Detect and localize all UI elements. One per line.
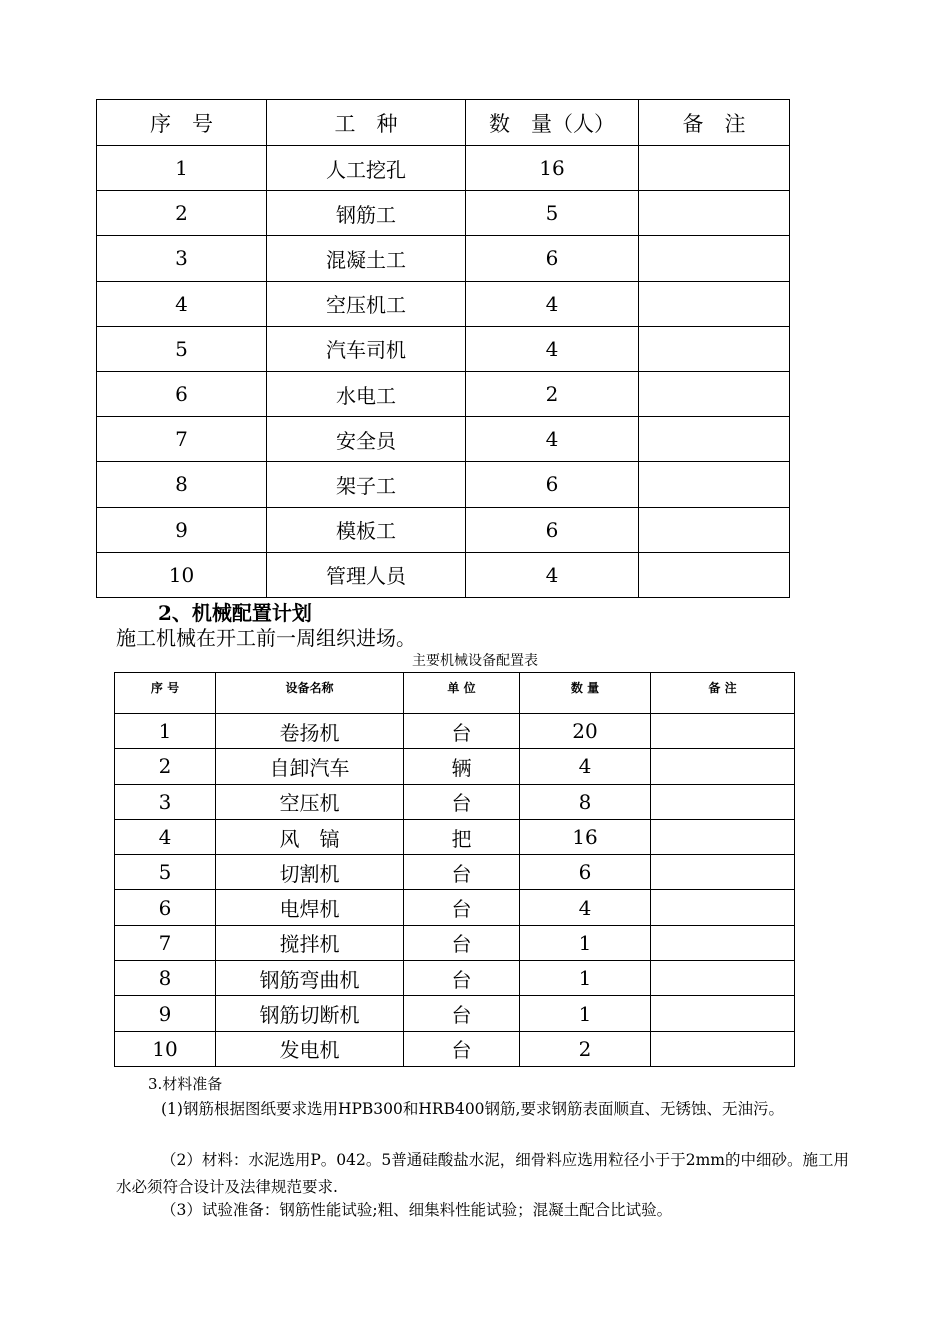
table-cell: 空压机工 bbox=[267, 281, 466, 326]
machine-table-header bbox=[115, 673, 795, 714]
table-cell: 模板工 bbox=[267, 507, 466, 552]
header-cell: 数 量（人） bbox=[466, 100, 639, 146]
table-cell bbox=[639, 191, 790, 236]
paragraph-testing: （3）试验准备：钢筋性能试验;粗、细集料性能试验；混凝土配合比试验。 bbox=[161, 1201, 673, 1219]
table-cell: 4 bbox=[466, 552, 639, 597]
table-cell: 6 bbox=[115, 890, 216, 925]
table-row bbox=[115, 925, 795, 960]
table-cell: 5 bbox=[97, 326, 267, 371]
table-cell: 1 bbox=[520, 996, 651, 1031]
table-cell: 7 bbox=[115, 925, 216, 960]
table-cell: 汽车司机 bbox=[267, 326, 466, 371]
table-cell bbox=[639, 371, 790, 416]
section-2-intro: 施工机械在开工前一周组织进场。 bbox=[116, 626, 416, 650]
table-cell: 10 bbox=[97, 552, 267, 597]
table-cell: 6 bbox=[466, 462, 639, 507]
table-cell bbox=[651, 819, 795, 854]
table-row bbox=[97, 371, 790, 416]
table-cell: 16 bbox=[466, 146, 639, 191]
table-row bbox=[115, 961, 795, 996]
table-cell: 钢筋弯曲机 bbox=[216, 961, 404, 996]
table-cell bbox=[651, 890, 795, 925]
table-cell: 10 bbox=[115, 1031, 216, 1066]
table-cell bbox=[651, 1031, 795, 1066]
table-cell: 9 bbox=[97, 507, 267, 552]
header-cell: 工 种 bbox=[267, 100, 466, 146]
machine-table-caption: 主要机械设备配置表 bbox=[412, 653, 538, 669]
table-row bbox=[97, 281, 790, 326]
table-cell bbox=[651, 961, 795, 996]
table-cell: 20 bbox=[520, 714, 651, 749]
table-cell: 4 bbox=[520, 749, 651, 784]
table-cell bbox=[651, 855, 795, 890]
table-cell: 9 bbox=[115, 996, 216, 1031]
table-cell: 4 bbox=[115, 819, 216, 854]
table-cell: 5 bbox=[466, 191, 639, 236]
table-cell: 2 bbox=[115, 749, 216, 784]
table-row bbox=[115, 819, 795, 854]
table-cell: 4 bbox=[520, 890, 651, 925]
table-row bbox=[97, 462, 790, 507]
table-cell: 台 bbox=[404, 961, 520, 996]
header-cell: 序 号 bbox=[97, 100, 267, 146]
table-cell: 卷扬机 bbox=[216, 714, 404, 749]
header-cell: 序 号 bbox=[115, 673, 216, 714]
table-cell: 自卸汽车 bbox=[216, 749, 404, 784]
table-cell: 风 镐 bbox=[216, 819, 404, 854]
table-cell: 空压机 bbox=[216, 784, 404, 819]
table-row bbox=[115, 749, 795, 784]
table-cell: 8 bbox=[520, 784, 651, 819]
machine-table bbox=[114, 672, 795, 1067]
table-cell: 6 bbox=[466, 236, 639, 281]
table-cell: 2 bbox=[97, 191, 267, 236]
header-cell: 单 位 bbox=[404, 673, 520, 714]
table-cell: 2 bbox=[520, 1031, 651, 1066]
table-cell: 钢筋工 bbox=[267, 191, 466, 236]
table-cell: 管理人员 bbox=[267, 552, 466, 597]
table-cell: 3 bbox=[115, 784, 216, 819]
table-cell: 4 bbox=[97, 281, 267, 326]
header-cell: 设备名称 bbox=[216, 673, 404, 714]
table-cell: 8 bbox=[97, 462, 267, 507]
header-cell: 备 注 bbox=[651, 673, 795, 714]
table-cell: 3 bbox=[97, 236, 267, 281]
labor-table bbox=[96, 99, 790, 598]
table-row bbox=[115, 1031, 795, 1066]
table-cell: 4 bbox=[466, 326, 639, 371]
table-row bbox=[115, 784, 795, 819]
labor-table-header bbox=[97, 100, 790, 146]
table-cell: 台 bbox=[404, 1031, 520, 1066]
table-cell: 4 bbox=[466, 417, 639, 462]
header-cell: 备 注 bbox=[639, 100, 790, 146]
table-cell bbox=[639, 417, 790, 462]
table-cell: 1 bbox=[520, 925, 651, 960]
table-row bbox=[97, 146, 790, 191]
table-cell: 2 bbox=[466, 371, 639, 416]
table-cell: 钢筋切断机 bbox=[216, 996, 404, 1031]
table-row bbox=[97, 191, 790, 236]
table-cell: 台 bbox=[404, 890, 520, 925]
table-row bbox=[115, 996, 795, 1031]
table-cell: 8 bbox=[115, 961, 216, 996]
table-cell: 6 bbox=[520, 855, 651, 890]
table-row bbox=[115, 890, 795, 925]
table-cell: 辆 bbox=[404, 749, 520, 784]
table-cell: 16 bbox=[520, 819, 651, 854]
paragraph-materials: （2）材料：水泥选用P。042。5普通硅酸盐水泥，细骨料应选用粒径小于于2mm的中细砂。施工用水必须符合设计及法律规范要求. bbox=[116, 1151, 849, 1196]
table-cell: 6 bbox=[466, 507, 639, 552]
table-cell: 台 bbox=[404, 784, 520, 819]
table-cell bbox=[651, 749, 795, 784]
table-row bbox=[97, 417, 790, 462]
table-row bbox=[115, 855, 795, 890]
table-cell bbox=[639, 507, 790, 552]
table-row bbox=[97, 236, 790, 281]
table-cell: 1 bbox=[520, 961, 651, 996]
table-cell bbox=[651, 714, 795, 749]
table-cell bbox=[651, 996, 795, 1031]
table-cell: 1 bbox=[97, 146, 267, 191]
table-cell: 台 bbox=[404, 925, 520, 960]
table-cell: 4 bbox=[466, 281, 639, 326]
table-row bbox=[115, 714, 795, 749]
section-2-heading: 2、机械配置计划 bbox=[158, 601, 312, 625]
table-cell: 7 bbox=[97, 417, 267, 462]
table-cell bbox=[639, 146, 790, 191]
table-cell bbox=[651, 925, 795, 960]
paragraph-steel: (1)钢筋根据图纸要求选用HPB300和HRB400钢筋,要求钢筋表面顺直、无锈蚀、无油污。 bbox=[161, 1100, 784, 1118]
table-cell: 切割机 bbox=[216, 855, 404, 890]
table-cell: 台 bbox=[404, 996, 520, 1031]
table-cell: 混凝土工 bbox=[267, 236, 466, 281]
table-cell bbox=[639, 462, 790, 507]
table-cell bbox=[639, 281, 790, 326]
table-cell: 把 bbox=[404, 819, 520, 854]
table-cell bbox=[639, 326, 790, 371]
table-cell: 搅拌机 bbox=[216, 925, 404, 960]
table-cell bbox=[639, 236, 790, 281]
table-cell: 人工挖孔 bbox=[267, 146, 466, 191]
table-cell: 台 bbox=[404, 855, 520, 890]
section-3-heading: 3.材料准备 bbox=[148, 1075, 223, 1093]
table-row bbox=[97, 552, 790, 597]
table-cell: 发电机 bbox=[216, 1031, 404, 1066]
table-row bbox=[97, 326, 790, 371]
table-cell: 5 bbox=[115, 855, 216, 890]
table-cell: 6 bbox=[97, 371, 267, 416]
header-cell: 数 量 bbox=[520, 673, 651, 714]
table-cell bbox=[651, 784, 795, 819]
table-cell: 电焊机 bbox=[216, 890, 404, 925]
table-cell bbox=[639, 552, 790, 597]
table-cell: 台 bbox=[404, 714, 520, 749]
table-cell: 水电工 bbox=[267, 371, 466, 416]
table-cell: 安全员 bbox=[267, 417, 466, 462]
table-cell: 架子工 bbox=[267, 462, 466, 507]
table-cell: 1 bbox=[115, 714, 216, 749]
table-row bbox=[97, 507, 790, 552]
